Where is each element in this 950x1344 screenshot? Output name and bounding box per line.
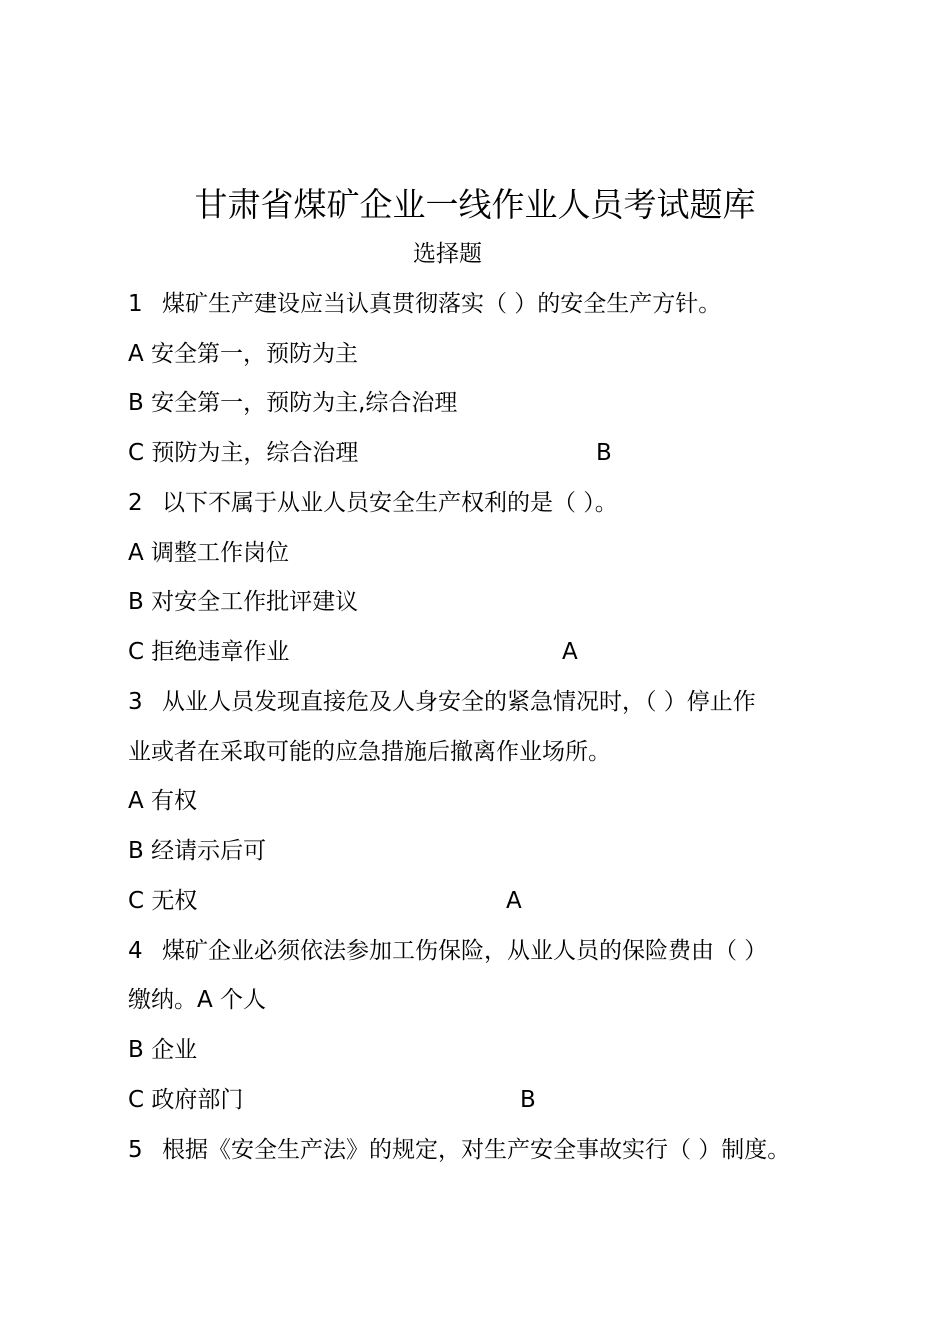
question-number: 5 <box>128 1137 143 1163</box>
question-1-option-a: A 安全第一，预防为主 <box>128 341 359 367</box>
question-3-option-b: B 经请示后可 <box>128 838 267 864</box>
question-4-option-c: C 政府部门 <box>128 1087 244 1113</box>
question-1-option-b: B 安全第一，预防为主,综合治理 <box>128 390 458 416</box>
question-1-stem <box>128 288 721 320</box>
question-number: 3 <box>128 689 143 715</box>
question-4-stem-cont: 缴纳。A 个人 <box>128 987 267 1013</box>
question-2-stem <box>128 487 618 519</box>
question-4-stem <box>128 935 767 967</box>
section-heading: 选择题 <box>413 241 482 267</box>
question-text: 煤矿生产建设应当认真贯彻落实（ ）的安全生产方针。 <box>162 291 722 317</box>
question-3-option-c: C 无权 <box>128 888 198 914</box>
question-3-option-a: A 有权 <box>128 788 198 814</box>
question-text: 根据《安全生产法》的规定，对生产安全事故实行（ ）制度。 <box>162 1137 791 1163</box>
question-3-answer: A <box>506 888 522 914</box>
question-number: 1 <box>128 291 143 317</box>
document-title: 甘肃省煤矿企业一线作业人员考试题库 <box>194 185 756 224</box>
question-4-option-b: B 企业 <box>128 1037 198 1063</box>
question-2-option-a: A 调整工作岗位 <box>128 540 290 566</box>
question-text: 从业人员发现直接危及人身安全的紧急情况时，（ ）停止作 <box>162 689 756 715</box>
question-2-option-b: B 对安全工作批评建议 <box>128 589 359 615</box>
question-4-answer: B <box>520 1087 536 1113</box>
question-2-option-c: C 拒绝违章作业 <box>128 639 290 665</box>
question-1-answer: B <box>596 440 612 466</box>
question-1-option-c: C 预防为主，综合治理 <box>128 440 359 466</box>
question-text: 以下不属于从业人员安全生产权利的是（ ）。 <box>162 490 618 516</box>
question-text: 煤矿企业必须依法参加工伤保险，从业人员的保险费由（ ） <box>162 938 768 964</box>
question-3-stem <box>128 686 756 718</box>
question-5-stem <box>128 1134 790 1166</box>
question-number: 4 <box>128 938 143 964</box>
question-3-stem-cont: 业或者在采取可能的应急措施后撤离作业场所。 <box>128 739 611 765</box>
question-number: 2 <box>128 490 143 516</box>
question-2-answer: A <box>562 639 578 665</box>
